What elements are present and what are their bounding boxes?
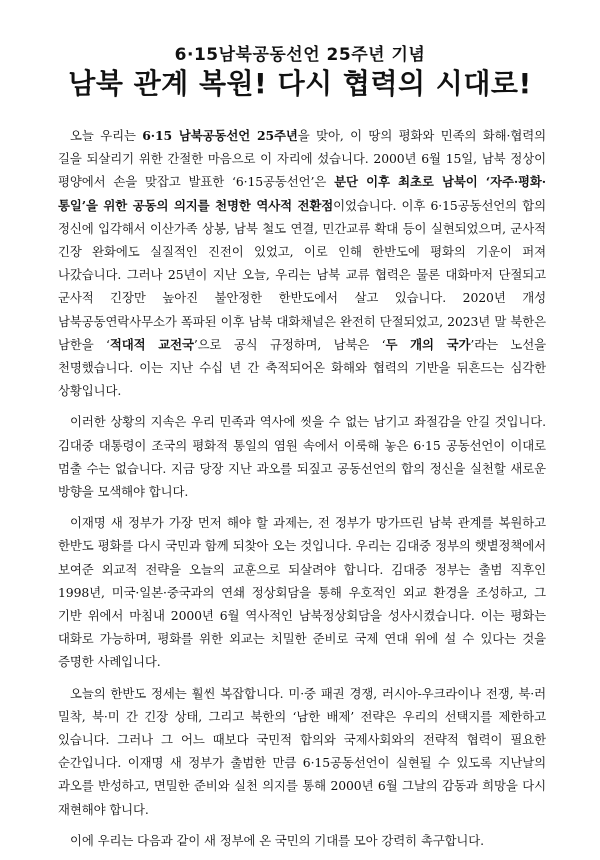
emphasis-two-states: 두 개의 국가 <box>385 336 471 352</box>
document-title: 남북 관계 복원! 다시 협력의 시대로! <box>68 67 532 100</box>
text-span: 오늘의 한반도 정세는 훨씬 복잡합니다. 미·중 패권 경쟁, 러시아-우크라이나 전쟁, 북·러 밀착, 북·미 간 긴장 상태, 그리고 북한의 ‘남한 배제’ 전략은 우리의 선택지를 제한하고 있습니다. 그러나 그 어느 때보다 국민적 합의와 국제사회와의 전략적 협력이 필요한 순간입니다. 이재명 새 정부가 출범한 만큼 6·15공동선언이 실현될 수 있도록 지난날의 과오를 반성하고, 면밀한 준비와 실천 의지를 통해 2000년 6월 그날의 감동과 희망을 다시 재현해야 합니다. <box>58 685 546 817</box>
text-span: 오늘 우리는 <box>70 128 143 143</box>
document-body <box>58 124 546 860</box>
text-span: ’으로 공식 규정하며, 남북은 ‘ <box>193 336 386 352</box>
document-subtitle: 6·15남북공동선언 25주년 기념 <box>174 45 426 65</box>
text-span: 을 맞아, 이 땅의 평화와 민족의 화해·협력의 길을 되살리기 위한 간절한 마음으로 이 자리에 섰습니다. 2000년 6월 15일, 남북 정상이 평양에서 손을 맞잡고 발표한 ‘6·15공동선언’은 <box>58 128 546 190</box>
emphasis-hostile-state: 적대적 교전국 <box>109 336 194 352</box>
text-span: 이었습니다. 이후 6·15공동선언의 합의 정신에 입각해서 이산가족 상봉, 남북 철도 연결, 민간교류 확대 등이 실현되었으며, 군사적 긴장 완화에도 실질적인 진전이 있었고, 이로 인해 한반도에 평화의 기운이 퍼져 나갔습니다. 그러나 25년이 지난 오늘, 우리는 남북 교류 협력은 물론 대화마저 단절되고 군사적 긴장만 높아진 불안정한 한반도에서 살고 있습니다. 2020년 개성 남북공동연락사무소가 폭파된 이후 남북 대화채널은 완전히 단절되었고, 2023년 말 북한은 남한을 ‘ <box>58 197 547 352</box>
emphasis-anniversary: 6·15 남북공동선언 25주년 <box>142 128 298 143</box>
emphasis-turning-point: 분단 이후 최초로 남북이 ‘자주·평화·통일’을 위한 공동의 의지를 천명한 역사적 전환점 <box>58 174 546 213</box>
paragraph-2 <box>58 410 546 503</box>
paragraph-4 <box>58 682 546 821</box>
text-span: ’라는 노선을 천명했습니다. 이는 지난 수십 년 간 축적되어온 화해와 협력의 기반을 뒤흔드는 심각한 상황입니다. <box>58 336 546 399</box>
text-span: 이재명 새 정부가 가장 먼저 해야 할 과제는, 전 정부가 망가뜨린 남북 관계를 복원하고 한반도 평화를 다시 국민과 함께 되찾아 오는 것입니다. 우리는 김대중 정부의 햇볕정책에서 보여준 외교적 전략을 오늘의 교훈으로 되살려야 합니다. 김대중 정부는 출범 직후인 1998년, 미국·일본·중국과의 연쇄 정상회담을 통해 우호적인 외교 환경을 조성하고, 그 기반 위에서 마침내 2000년 6월 역사적인 남북정상회담을 성사시켰습니다. 이는 평화는 대화로 가능하며, 평화를 위한 외교는 치밀한 준비로 국제 연대 위에 설 수 있다는 것을 증명한 사례입니다. <box>58 515 546 670</box>
paragraph-3 <box>58 511 546 673</box>
text-span: 이러한 상황의 지속은 우리 민족과 역사에 씻을 수 없는 남기고 좌절감을 안길 것입니다. 김대중 대통령이 조국의 평화적 통일의 염원 속에서 이룩해 놓은 6·15 공동선언이 이대로 멈출 수는 없습니다. 지금 당장 지난 과오를 되짚고 공동선언의 합의 정신을 실천할 새로운 방향을 모색해야 합니다. <box>58 414 546 500</box>
text-span: 이에 우리는 다음과 같이 새 정부에 온 국민의 기대를 모아 강력히 촉구합니다. <box>70 832 485 848</box>
paragraph-1 <box>58 124 546 402</box>
